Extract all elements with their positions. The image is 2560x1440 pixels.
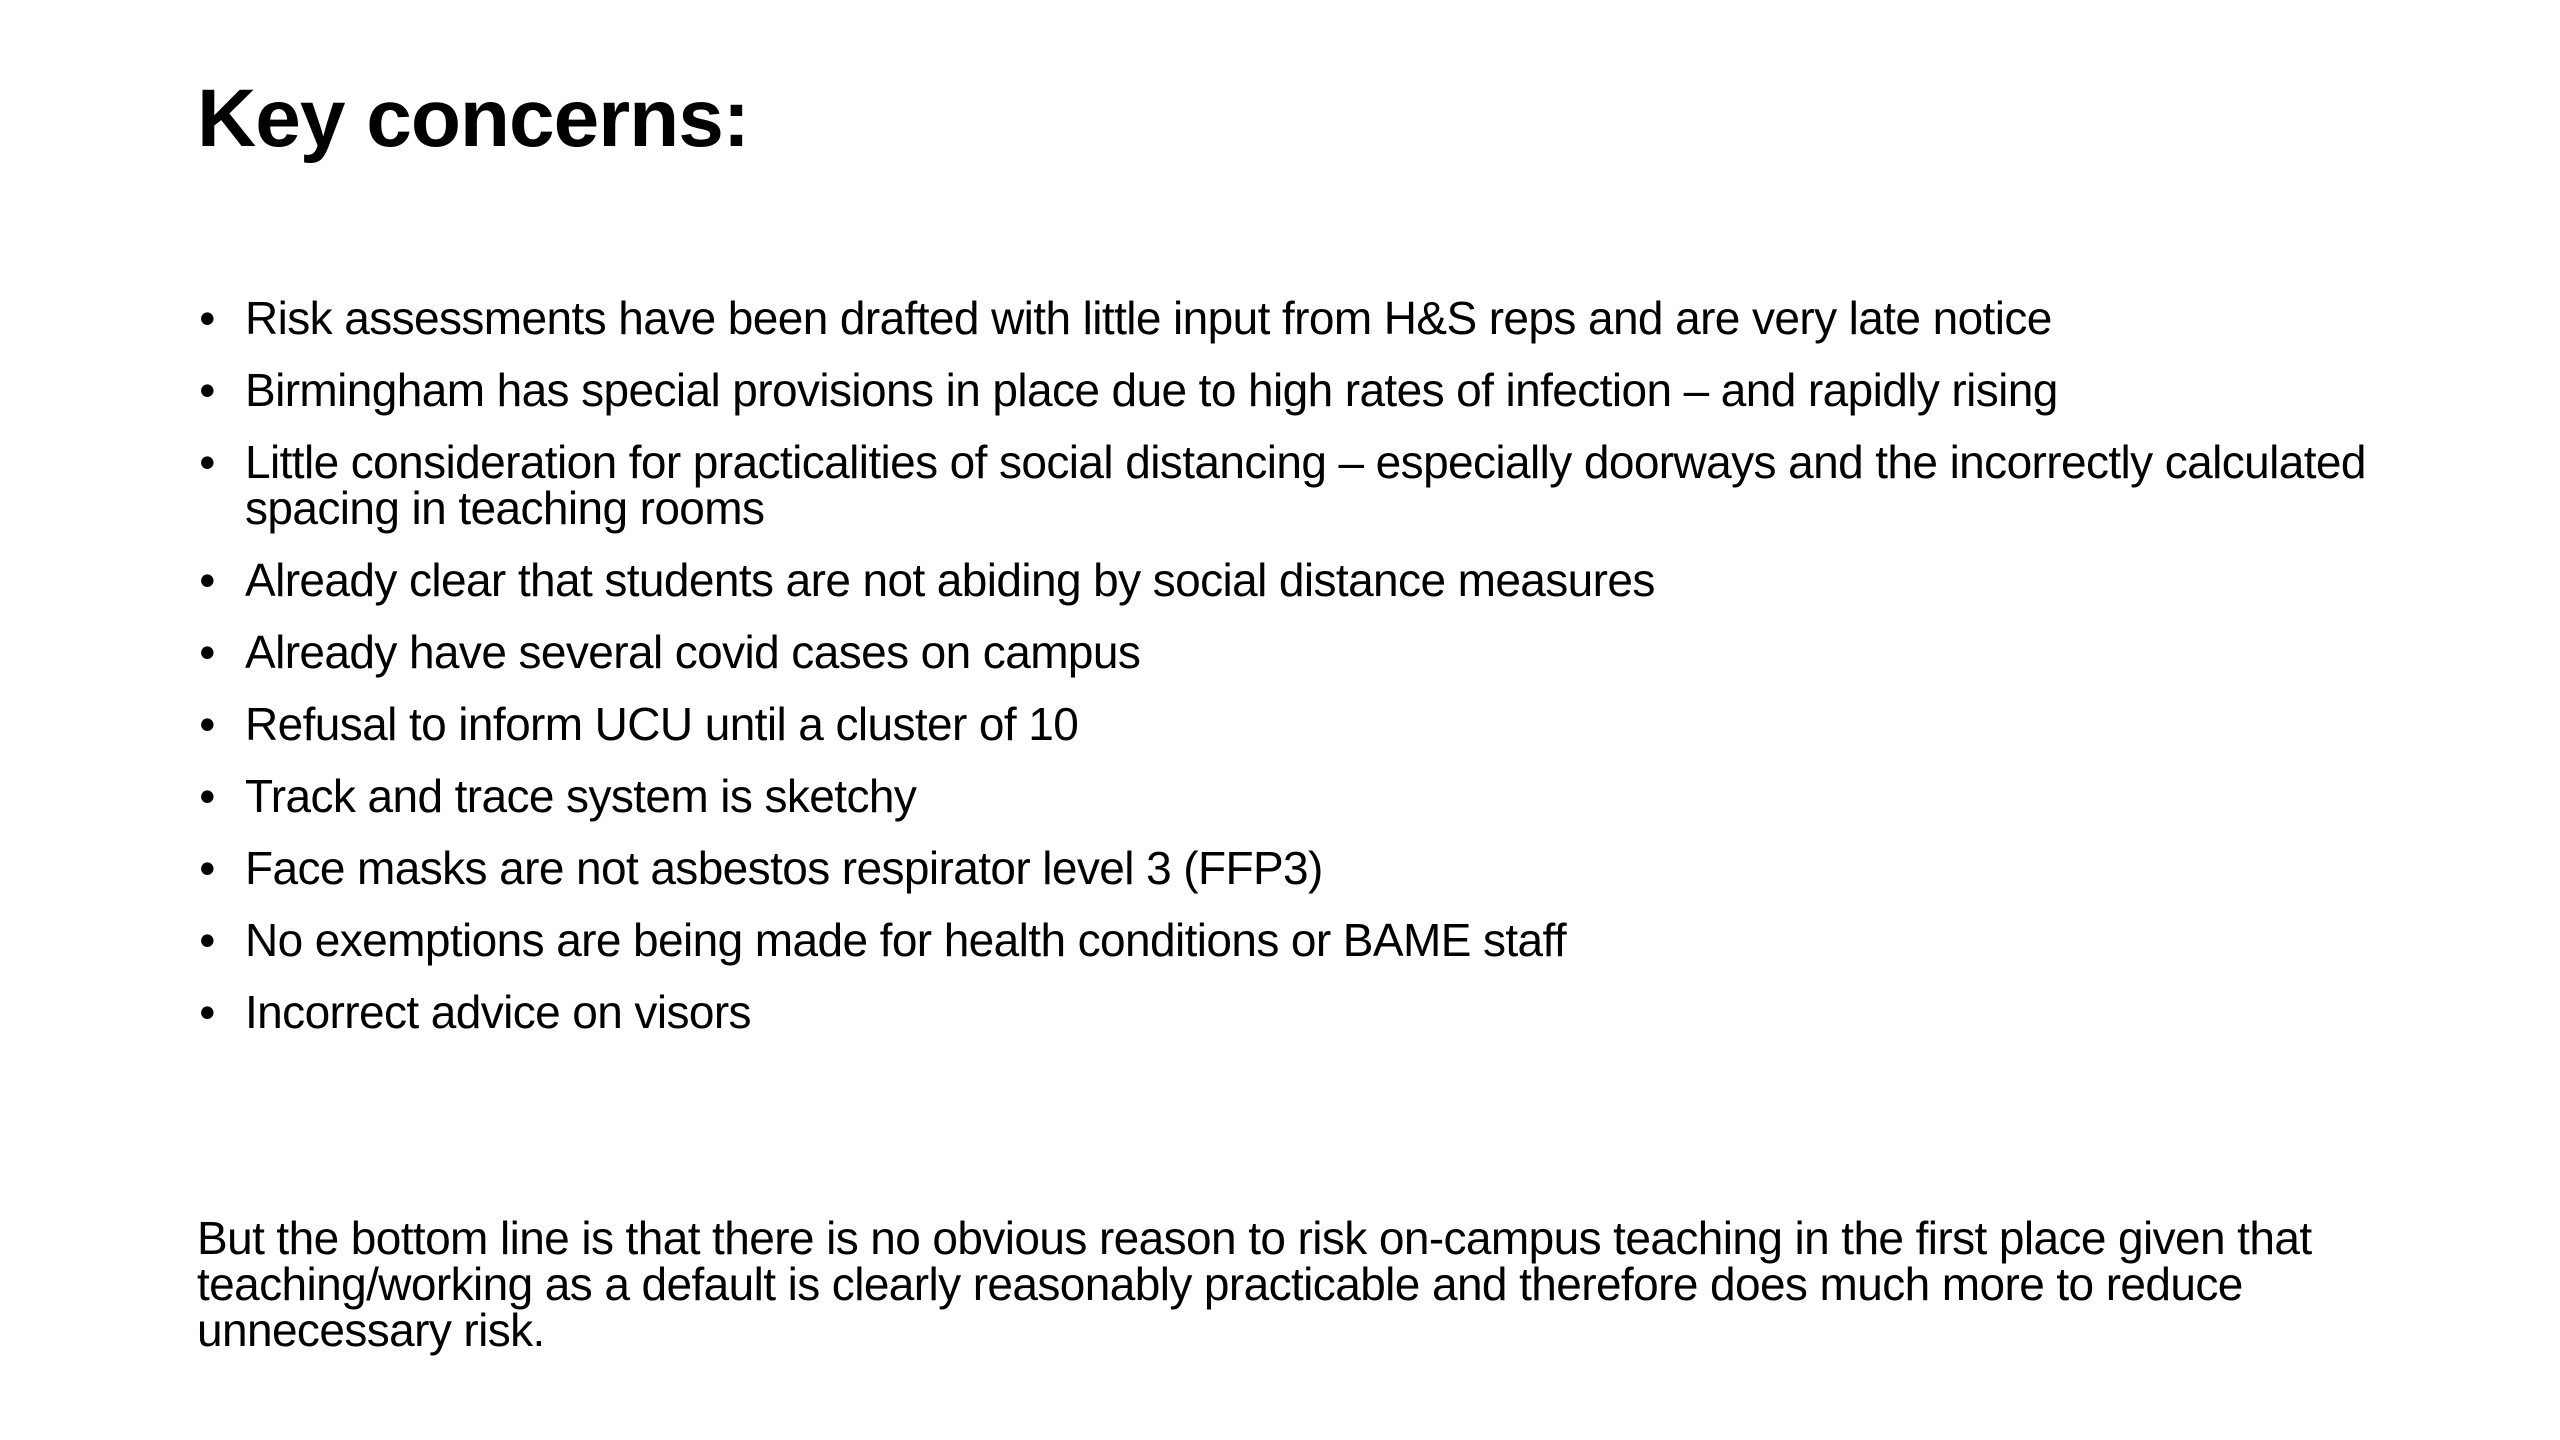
list-item-text: Already clear that students are not abiding by social distance measures	[245, 554, 1655, 606]
list-item	[197, 626, 2427, 678]
concerns-list	[197, 292, 2427, 1061]
bullet-icon: •	[199, 914, 215, 966]
list-item	[197, 554, 2427, 606]
bullet-icon: •	[199, 292, 215, 344]
list-item	[197, 770, 2427, 822]
list-item-text: Birmingham has special provisions in place due to high rates of infection – and rapidly rising	[245, 364, 2058, 416]
bullet-icon: •	[199, 842, 215, 894]
conclusion-paragraph: But the bottom line is that there is no obvious reason to risk on-campus teaching in the first place given that teaching/working as a default is clearly reasonably practicable and therefore does much more to reduce unnecessary risk.	[197, 1212, 2312, 1356]
list-item-text: Refusal to inform UCU until a cluster of 10	[245, 698, 1079, 750]
list-item	[197, 292, 2427, 344]
list-item-text: Little consideration for practicalities of social distancing – especially doorways and the incorrectly calculated spacing in teaching rooms	[245, 436, 2366, 534]
list-item-text: Incorrect advice on visors	[245, 986, 751, 1038]
list-item-text: Face masks are not asbestos respirator level 3 (FFP3)	[245, 842, 1323, 894]
bullet-icon: •	[199, 770, 215, 822]
list-item	[197, 842, 2427, 894]
list-item	[197, 986, 2427, 1038]
bullet-icon: •	[199, 364, 215, 416]
list-item-text: Track and trace system is sketchy	[245, 770, 917, 822]
list-item-text: Already have several covid cases on campus	[245, 626, 1141, 678]
list-item	[197, 436, 2427, 534]
list-item	[197, 698, 2427, 750]
bullet-icon: •	[199, 436, 215, 488]
list-item-text: Risk assessments have been drafted with little input from H&S reps and are very late notice	[245, 292, 2052, 344]
bullet-icon: •	[199, 698, 215, 750]
list-item	[197, 914, 2427, 966]
slide-title: Key concerns:	[197, 73, 750, 164]
bullet-icon: •	[199, 554, 215, 606]
bullet-icon: •	[199, 626, 215, 678]
list-item-text: No exemptions are being made for health conditions or BAME staff	[245, 914, 1567, 966]
bullet-icon: •	[199, 986, 215, 1038]
list-item	[197, 364, 2427, 416]
